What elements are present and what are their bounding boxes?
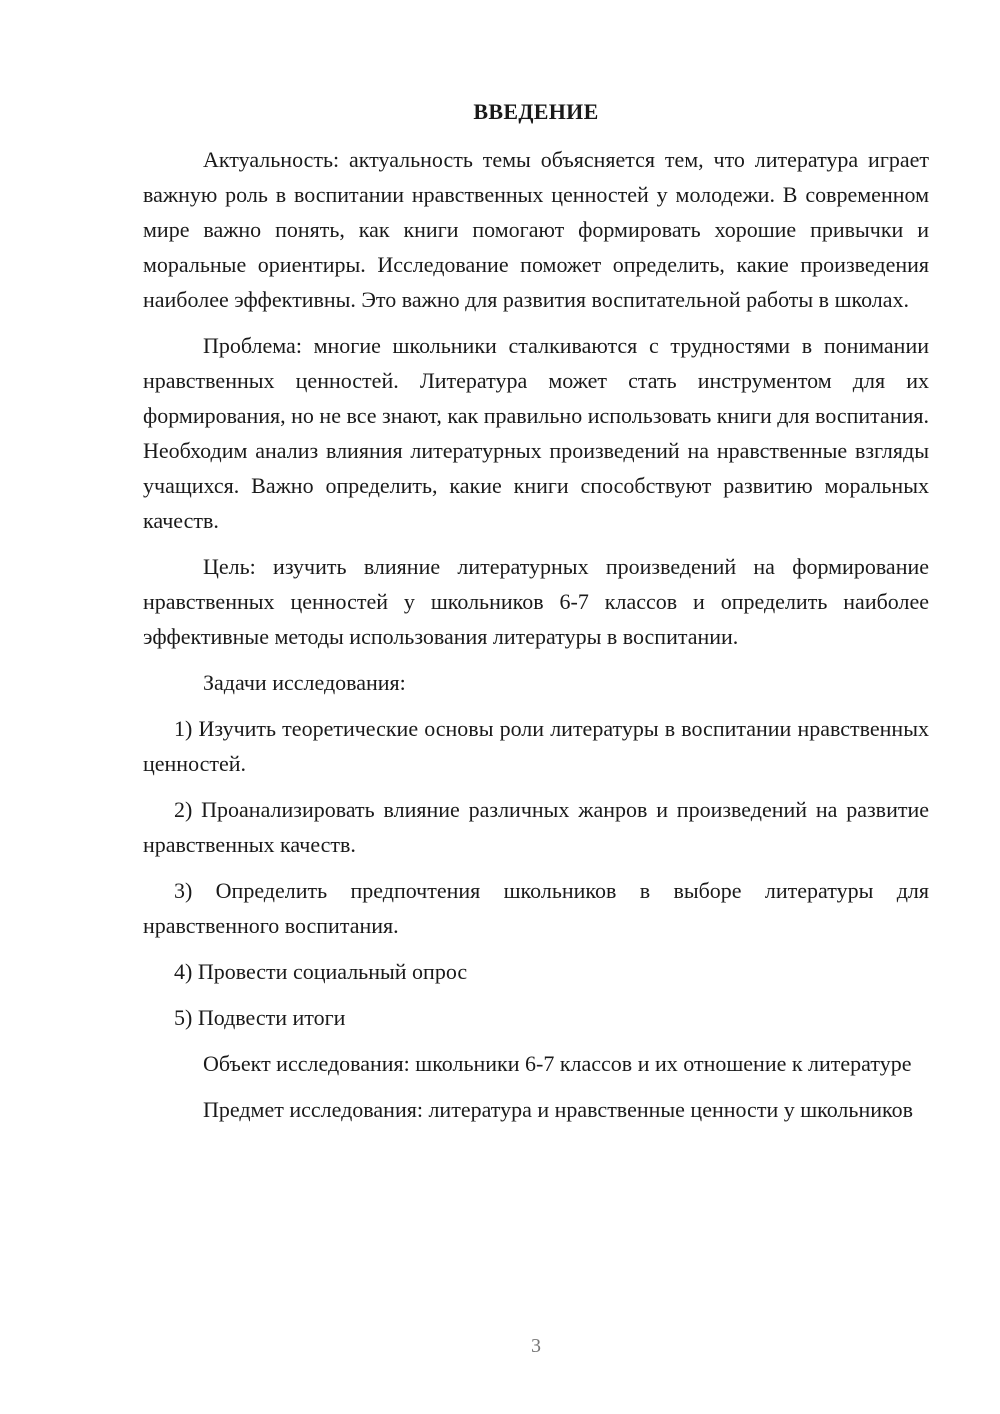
task-item-4: 4) Провести социальный опрос [174, 959, 468, 984]
section-title: ВВЕДЕНИЕ [473, 99, 599, 124]
object-paragraph: Объект исследования: школьники 6-7 классов и их отношение к литературе [203, 1051, 912, 1076]
task-item-5: 5) Подвести итоги [174, 1005, 346, 1030]
goal-paragraph: Цель: изучить влияние литературных произведений на формирование нравственных ценностей у школьников 6-7 классов и определить наиболее эффективные методы использования литературы в воспитании. [143, 554, 929, 649]
subject-paragraph: Предмет исследования: литература и нравственные ценности у школьников [203, 1097, 913, 1122]
relevance-paragraph: Актуальность: актуальность темы объясняется тем, что литература играет важную роль в воспитании нравственных ценностей у молодежи. В современном мире важно понять, как книги помогают формировать хорошие привычки и моральные ориентиры. Исследование поможет определить, какие произведения наиболее эффективны. Это важно для развития воспитательной работы в школах. [143, 147, 929, 312]
document-body [143, 142, 929, 1127]
problem-paragraph: Проблема: многие школьники сталкиваются с трудностями в понимании нравственных ценностей. Литература может стать инструментом для их формирования, но не все знают, как правильно использовать книги для воспитания. Необходим анализ влияния литературных произведений на нравственные взгляды учащихся. Важно определить, какие книги способствуют развитию моральных качеств. [143, 333, 929, 533]
task-item-3: 3) Определить предпочтения школьников в выборе литературы для нравственного воспитания. [143, 878, 929, 938]
tasks-heading: Задачи исследования: [203, 670, 406, 695]
task-item-1: 1) Изучить теоретические основы роли литературы в воспитании нравственных ценностей. [143, 716, 929, 776]
page-number: 3 [531, 1335, 541, 1357]
task-item-2: 2) Проанализировать влияние различных жанров и произведений на развитие нравственных качеств. [143, 797, 929, 857]
